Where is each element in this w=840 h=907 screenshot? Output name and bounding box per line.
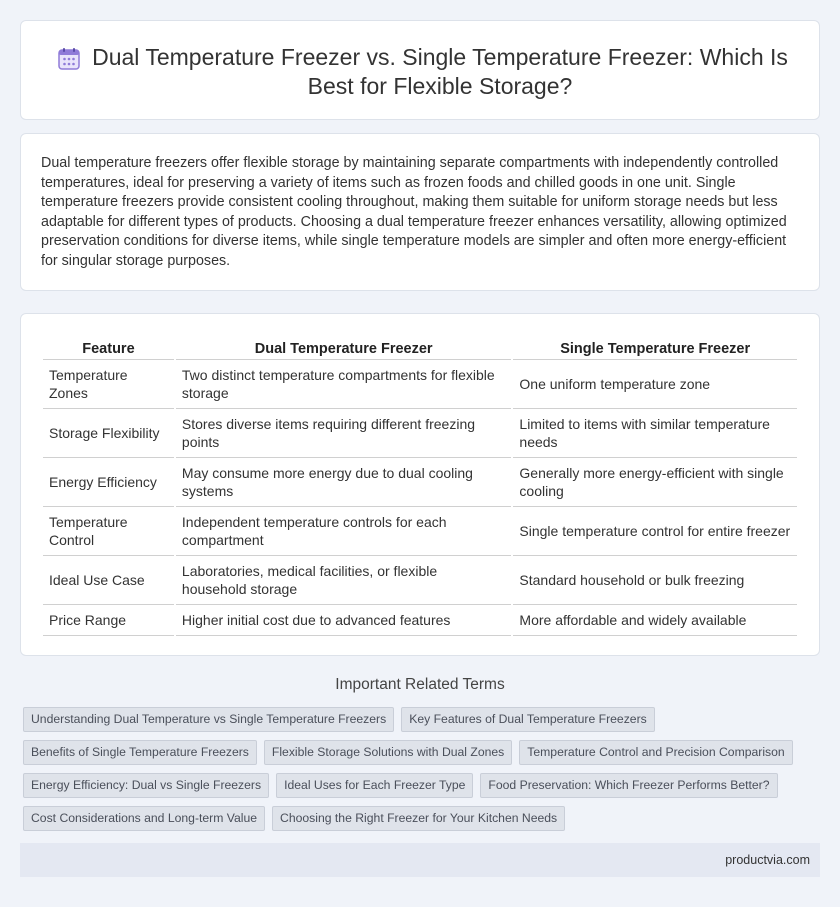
dual-cell: Higher initial cost due to advanced features (176, 605, 512, 636)
footer-site-link[interactable]: productvia.com (725, 853, 810, 867)
tag-row (23, 707, 803, 732)
related-terms-title: Important Related Terms (335, 676, 505, 693)
intro-paragraph: Dual temperature freezers offer flexible storage by maintaining separate compartments with independently controlled temperatures, ideal for preserving a variety of items such as frozen foods and chilled goods in one unit. Single temperature freezers provide consistent cooling throughout, making them suitable for uniform storage needs but less adaptable for different types of products. Choosing a dual temperature freezer enhances versatility, allowing optimized preservation conditions for diverse items, while single temperature models are simpler and often more energy-efficient for singular storage purposes. (41, 155, 787, 269)
table-row (43, 409, 797, 458)
header-dual: Dual Temperature Freezer (176, 334, 512, 360)
intro-card (20, 133, 820, 291)
single-cell: Standard household or bulk freezing (513, 556, 797, 605)
table-row (43, 605, 797, 636)
comparison-table (41, 334, 799, 636)
header-single: Single Temperature Freezer (513, 334, 797, 360)
dual-cell: Laboratories, medical facilities, or flexible household storage (176, 556, 512, 605)
feature-cell: Ideal Use Case (43, 556, 174, 605)
related-term-tag[interactable]: Understanding Dual Temperature vs Single Temperature Freezers (23, 707, 394, 732)
related-term-tag[interactable]: Ideal Uses for Each Freezer Type (276, 773, 473, 798)
single-cell: Single temperature control for entire freezer (513, 507, 797, 556)
related-terms-list (23, 707, 803, 839)
tag-row (23, 806, 803, 831)
single-cell: One uniform temperature zone (513, 360, 797, 409)
table-row (43, 507, 797, 556)
footer (20, 843, 820, 877)
feature-cell: Energy Efficiency (43, 458, 174, 507)
dual-cell: May consume more energy due to dual cooling systems (176, 458, 512, 507)
tag-row (23, 740, 803, 765)
comparison-table-card (20, 313, 820, 656)
related-term-tag[interactable]: Flexible Storage Solutions with Dual Zones (264, 740, 512, 765)
feature-cell: Price Range (43, 605, 174, 636)
table-row (43, 556, 797, 605)
feature-cell: Temperature Control (43, 507, 174, 556)
table-row (43, 360, 797, 409)
page-title: Dual Temperature Freezer vs. Single Temperature Freezer: Which Is Best for Flexible Storage? (92, 44, 788, 99)
related-term-tag[interactable]: Temperature Control and Precision Comparison (519, 740, 792, 765)
header-card (20, 20, 820, 120)
table-header-row (43, 334, 797, 360)
feature-cell: Storage Flexibility (43, 409, 174, 458)
single-cell: Generally more energy-efficient with single cooling (513, 458, 797, 507)
related-term-tag[interactable]: Key Features of Dual Temperature Freezers (401, 707, 655, 732)
related-term-tag[interactable]: Cost Considerations and Long-term Value (23, 806, 265, 831)
dual-cell: Independent temperature controls for each compartment (176, 507, 512, 556)
single-cell: Limited to items with similar temperature needs (513, 409, 797, 458)
table-row (43, 458, 797, 507)
dual-cell: Stores diverse items requiring different freezing points (176, 409, 512, 458)
related-term-tag[interactable]: Benefits of Single Temperature Freezers (23, 740, 257, 765)
single-cell: More affordable and widely available (513, 605, 797, 636)
tag-row (23, 773, 803, 798)
dual-cell: Two distinct temperature compartments for flexible storage (176, 360, 512, 409)
feature-cell: Temperature Zones (43, 360, 174, 409)
header-feature: Feature (43, 334, 174, 360)
related-term-tag[interactable]: Food Preservation: Which Freezer Performs Better? (480, 773, 777, 798)
related-term-tag[interactable]: Choosing the Right Freezer for Your Kitchen Needs (272, 806, 565, 831)
related-term-tag[interactable]: Energy Efficiency: Dual vs Single Freezers (23, 773, 269, 798)
